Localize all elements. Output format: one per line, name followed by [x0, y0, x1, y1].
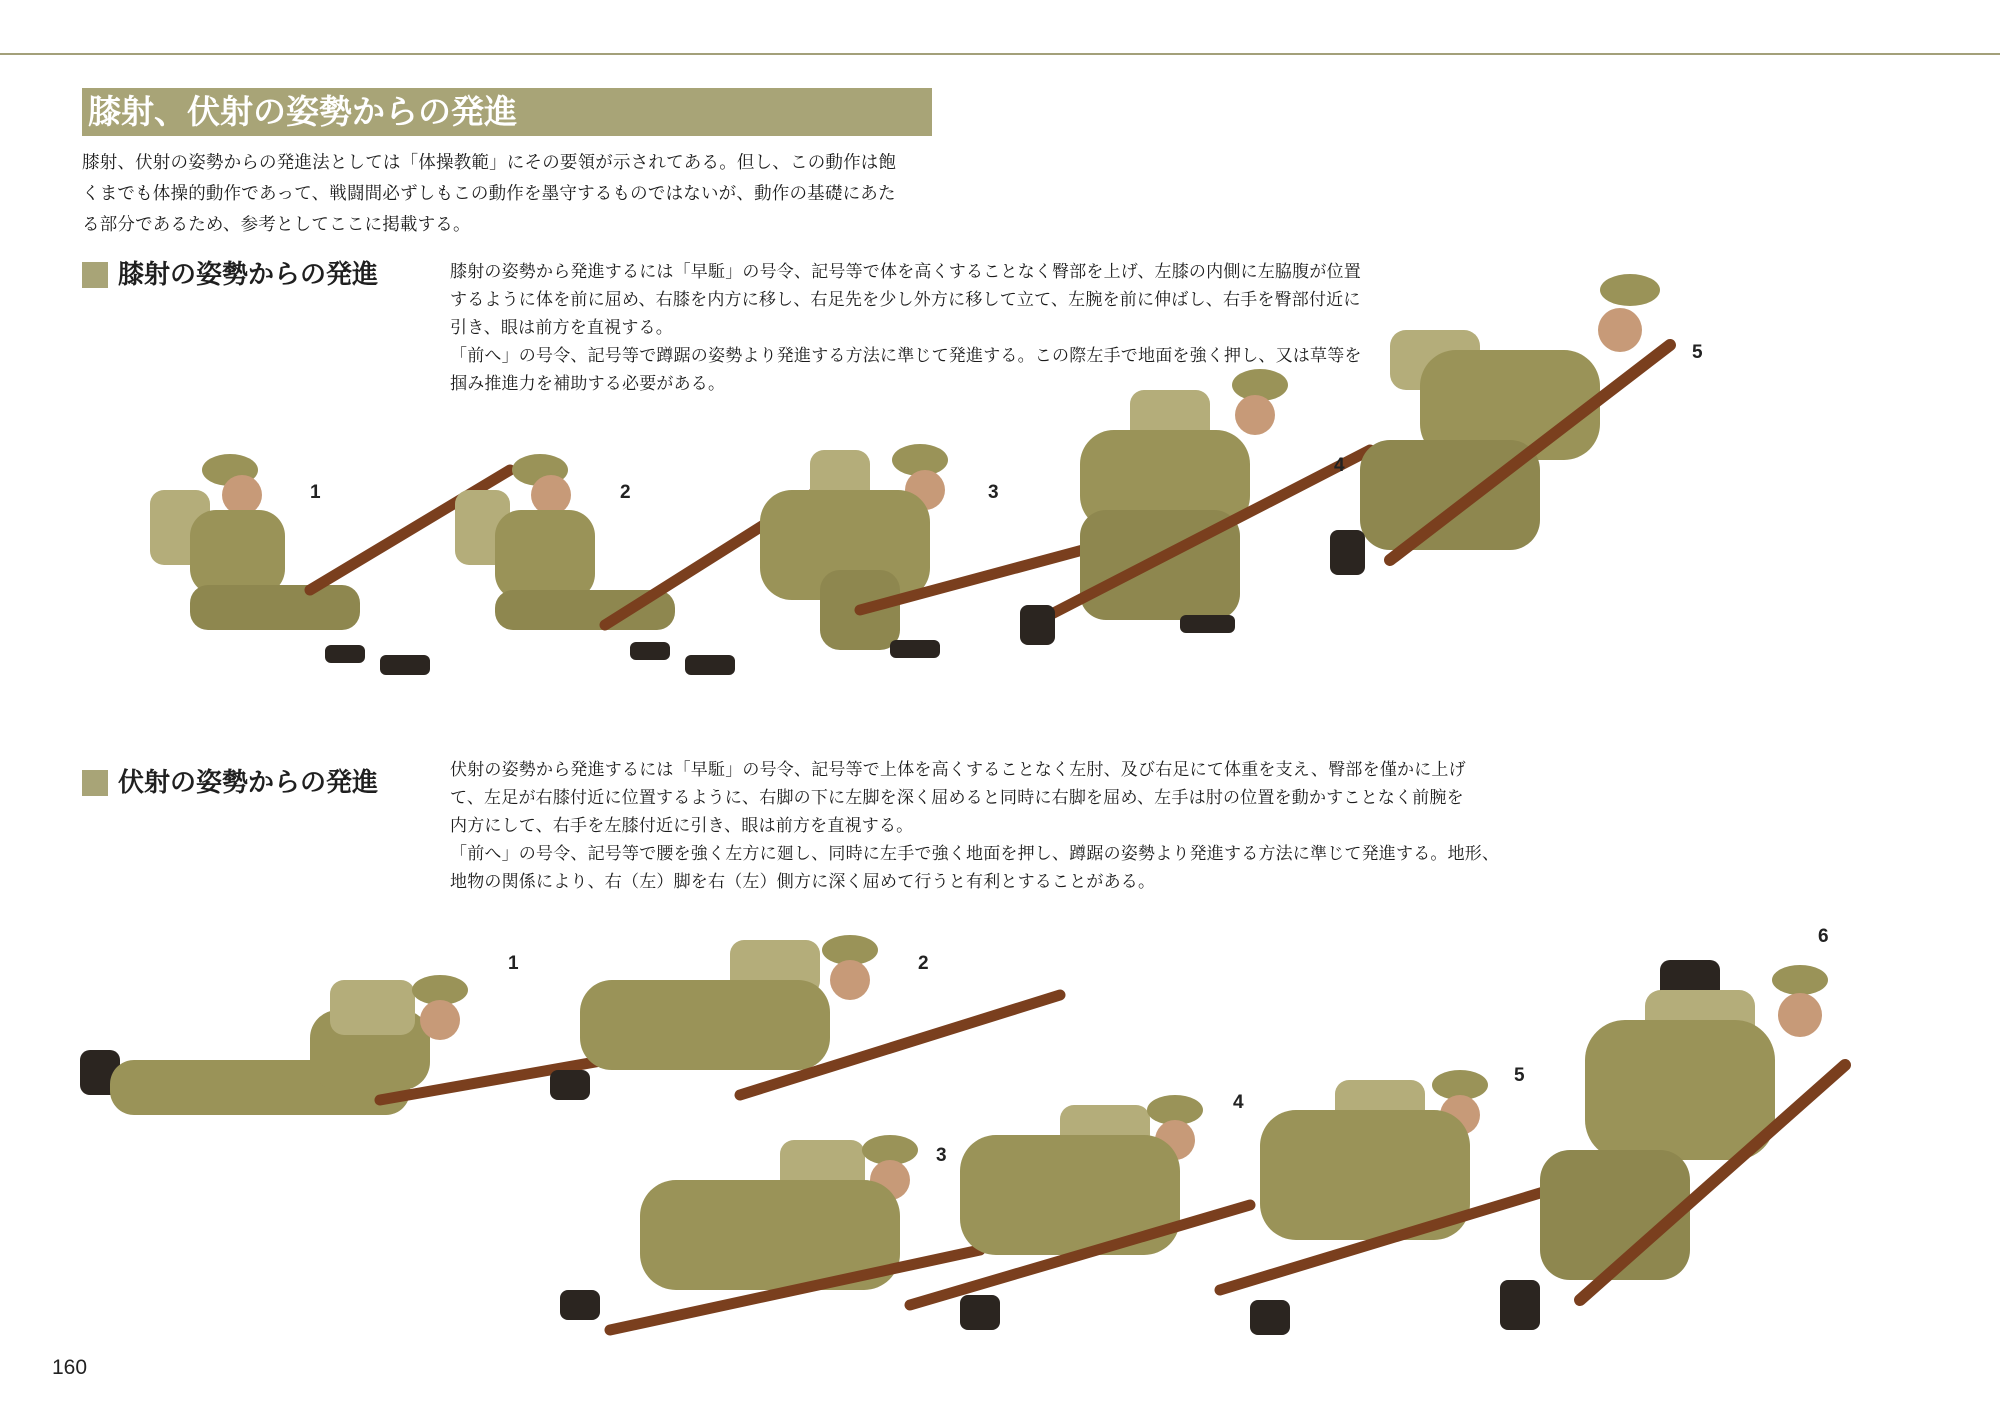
section1-line: 掴み推進力を補助する必要がある。 [450, 374, 726, 394]
soldier-photo-1 [150, 454, 510, 675]
figure-number: 6 [1818, 926, 1829, 947]
figure-number: 5 [1692, 342, 1703, 363]
section2-heading [82, 766, 378, 800]
section2-figure-strip [0, 920, 2000, 1350]
figure-number: 3 [988, 482, 999, 503]
figure-number: 1 [310, 482, 321, 503]
section1-line: するように体を前に屈め、右膝を内方に移し、右足先を少し外方に移して立て、左腕を前に伸ばし、右手を臀部付近に [450, 290, 1361, 310]
section2-line: 「前へ」の号令、記号等で腰を強く左方に廻し、同時に左手で強く地面を押し、蹲踞の姿勢より発進する方法に準じて発進する。地形、 [450, 844, 1500, 864]
section2-line: 地物の関係により、右（左）脚を右（左）側方に深く屈めて行うと有利とすることがある。 [450, 872, 1156, 892]
section2-line: て、左足が右膝付近に位置するように、右脚の下に左脚を深く屈めると同時に右脚を屈め、左手は肘の位置を動かすことなく前腕を [450, 788, 1464, 808]
section2-line: 伏射の姿勢から発進するには「早駈」の号令、記号等で上体を高くすることなく左肘、及び右足にて体重を支え、臀部を僅かに上げ [450, 760, 1466, 780]
figure-number: 4 [1233, 1092, 1244, 1113]
figure-number: 1 [508, 953, 519, 974]
intro-line: 膝射、伏射の姿勢からの発進法としては「体操教範」にその要領が示されてある。但し、この動作は飽 [82, 153, 897, 173]
intro-paragraph [82, 148, 942, 241]
section1-line: 「前へ」の号令、記号等で蹲踞の姿勢より発進する方法に準じて発進する。この際左手で地面を強く押し、又は草等を [450, 346, 1362, 366]
intro-line: くまでも体操的動作であって、戦闘間必ずしもこの動作を墨守するものではないが、動作の基礎にあた [82, 184, 896, 204]
section1-heading-text: 膝射の姿勢からの発進 [118, 260, 379, 290]
intro-line: る部分であるため、参考としてここに掲載する。 [82, 215, 471, 235]
section1-heading [82, 258, 378, 292]
page-title: 膝射、伏射の姿勢からの発進 [82, 88, 932, 136]
soldier-photo-4 [1020, 369, 1370, 645]
section1-line: 膝射の姿勢から発進するには「早駈」の号令、記号等で体を高くすることなく臀部を上げ、左膝の内側に左脇腹が位置 [450, 262, 1361, 282]
soldier-photo-6 [1500, 960, 1845, 1330]
heading-square-marker [82, 770, 108, 796]
figure-number: 2 [918, 953, 929, 974]
section1-line: 引き、眼は前方を直視する。 [450, 318, 673, 338]
figure-number: 3 [936, 1145, 947, 1166]
figure-number: 5 [1514, 1065, 1525, 1086]
section1-figure-strip [0, 330, 2000, 730]
heading-square-marker [82, 262, 108, 288]
top-rule [0, 53, 2000, 55]
page-number: 160 [52, 1356, 88, 1379]
section2-heading-text: 伏射の姿勢からの発進 [118, 768, 379, 798]
section2-line: 内方にして、右手を左膝付近に引き、眼は前方を直視する。 [450, 816, 914, 836]
figure-number: 2 [620, 482, 631, 503]
soldier-photo-3 [760, 444, 1120, 658]
soldier-photo-4 [910, 1095, 1250, 1330]
section2-text [450, 756, 1570, 896]
soldier-photo-2 [550, 935, 1060, 1100]
figure-number: 4 [1334, 455, 1345, 476]
